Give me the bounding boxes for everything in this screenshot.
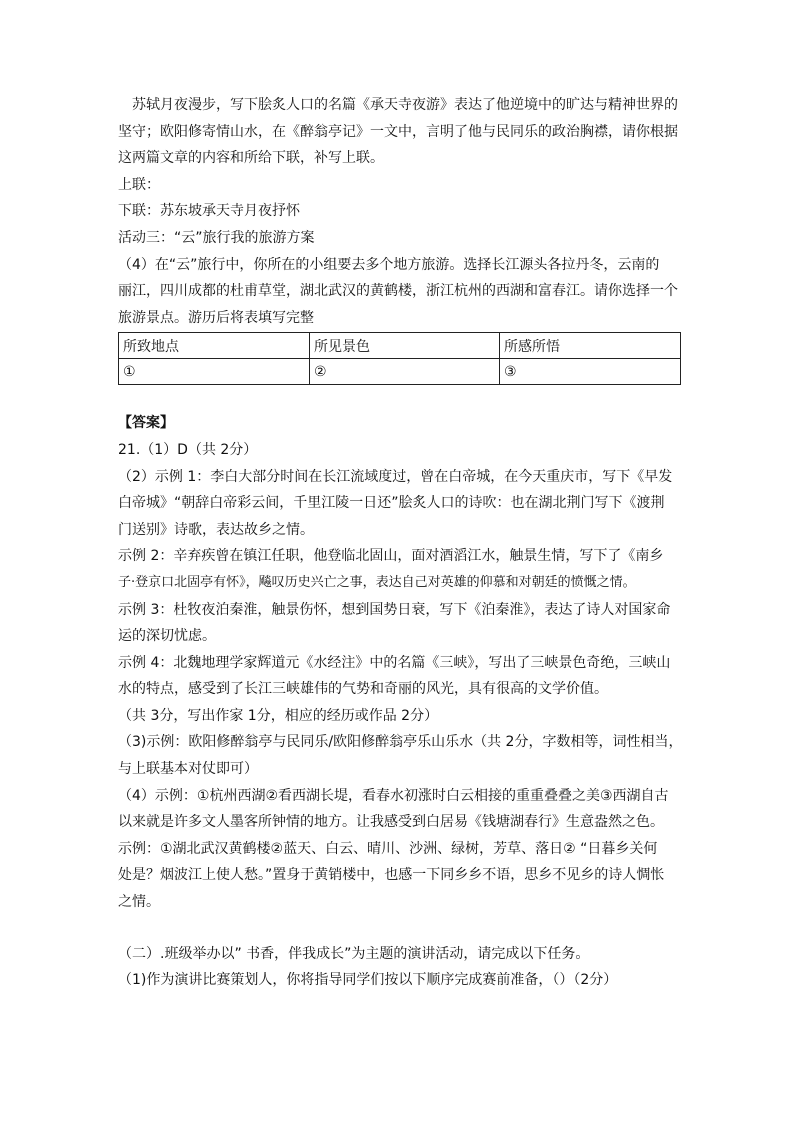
table-row [119,359,681,385]
answer-line: 示例 2：辛弃疾曾在镇江任职，他登临北固山，面对酒滔江水，触景生情，写下了《南乡 [118,548,664,565]
table-header-cell: 所见景色 [310,333,500,359]
table-cell: ① [119,359,310,385]
answer-line: （2）示例 1：李白大部分时间在长江流域度过，曾在白帝城，在今天重庆市，写下《早发 [118,468,673,485]
table-header-cell: 所感所悟 [500,333,681,359]
table-header-cell: 所致地点 [119,333,310,359]
answer-line: 运的深切忧虑。 [118,628,216,645]
answer-line: 示例：①湖北武汉黄鹤楼②蓝天、白云、晴川、沙洲、绿树，芳草、落日② “日暮乡关何 [118,840,658,857]
intro-line-1: 苏轼月夜漫步，写下脍炙人口的名篇《承天寺夜游》表达了他逆境中的旷达与精神世界的 [132,97,678,113]
answer-line: 示例 3：杜牧夜泊秦淮，触景伤怀，想到国势日衰，写下《泊秦淮》，表达了诗人对国家命 [118,601,671,618]
answer-line: 处是？烟波江上使人愁。”置身于黄销楼中，也感一下同乡乡不语，思乡不见乡的诗人惆怅 [118,867,665,884]
answer-line: 之情。 [118,894,160,911]
answer-line: 白帝城》“朝辞白帝彩云间，千里江陵一日还”脍炙人口的诗吹：也在湖北荆门写下《渡荆 [118,495,665,512]
question-4-line-2: 丽江，四川成都的杜甫草堂，湖北武汉的黄鹤楼，浙江杭州的西湖和富春江。请你选择一个 [118,283,678,300]
upper-couplet: 上联： [118,176,160,193]
answer-line: 水的特点，感受到了长江三峡雄伟的气势和奇丽的风光，具有很高的文学价值。 [118,681,608,698]
section-two-question-1: （1)作为演讲比赛策划人，你将指导同学们按以下顺序完成赛前准备，（）（2分） [118,972,618,989]
answer-line: 以来就是许多文人墨客所钟情的地方。让我感受到白居易《钱塘湖春行》生意盎然之色。 [118,814,664,831]
question-4-line-1: （4）在“云”旅行中，你所在的小组要去多个地方旅游。选择长江源头各拉丹冬，云南的 [118,256,660,273]
answer-line: 示例 4：北魏地理学家辉道元《水经注》中的名篇《三峡》，写出了三峡景色奇绝，三峡山 [118,654,671,671]
section-two-heading: （二）.班级举办以” 书香，伴我成长”为主题的演讲活动，请完成以下任务。 [118,945,590,962]
answer-line: 21.（1）D（共 2分） [118,441,258,458]
intro-line-2: 坚守；欧阳修寄情山水，在《醉翁亭记》一文中，言明了他与民同乐的政治胸襟，请你根据 [118,123,678,140]
table-cell: ③ [500,359,681,385]
travel-table [118,332,681,385]
table-cell: ② [310,359,500,385]
answer-line: 门送别》诗歌，表达故乡之情。 [118,521,314,538]
answer-line: （4）示例：①杭州西湖②看西湖长堤，看春水初涨时白云相接的重重叠叠之美③西湖自古 [118,787,669,804]
activity-heading: 活动三：“云”旅行我的旅游方案 [118,229,315,246]
answer-line: 子·登京口北固亭有怀》，飚叹历史兴亡之事，表达自己对英雄的仰慕和对朝廷的愤慨之情。 [118,574,636,590]
question-4-line-3: 旅游景点。游历后将表填写完整 [118,309,314,326]
intro-line-3: 这两篇文章的内容和所给下联，补写上联。 [118,150,384,167]
answer-line: 与上联基本对仗即可） [118,761,258,778]
answer-line: （3)示例：欧阳修醉翁亭与民同乐/欧阳修醉翁亭乐山乐水（共 2分，字数相等，词性相当， [118,734,683,751]
answer-line: （共 3分，写出作家 1分，相应的经历或作品 2分） [118,707,439,724]
table-header-row [119,333,681,359]
document-content [118,92,688,994]
lower-couplet: 下联：苏东坡承天寺月夜抒怀 [118,203,300,220]
answer-heading: 【答案】 [118,415,174,432]
